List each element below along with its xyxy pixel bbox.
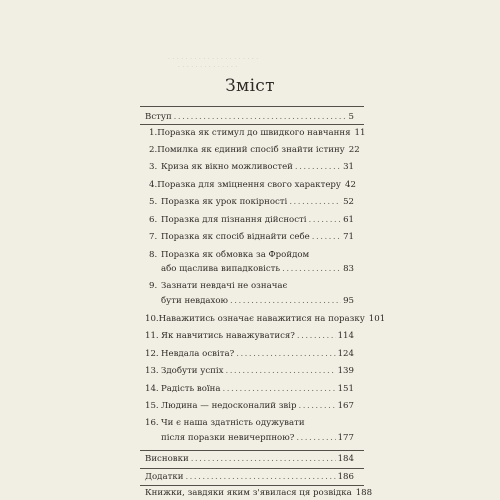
entry-title: Поразка для зміцнення свого характеру [157, 180, 341, 190]
toc-entry [145, 329, 354, 343]
entry-title: Вступ [145, 112, 172, 122]
entry-number: 15. [145, 401, 159, 411]
toc-entry [145, 364, 354, 378]
entry-title: Радість воїна [161, 384, 221, 394]
toc-entry [145, 399, 354, 413]
toc-entry [149, 213, 354, 227]
toc-entry [149, 178, 354, 192]
entry-page: 95 [343, 296, 354, 306]
entry-page: 151 [337, 384, 354, 394]
entry-page: 124 [337, 349, 354, 359]
entry-number: 3. [149, 162, 158, 172]
section-rule [140, 124, 364, 125]
entry-page: 186 [337, 472, 354, 482]
toc-entry [149, 160, 354, 174]
entry-page: 71 [343, 232, 354, 242]
entry-title: Зазнати невдачі не означає [161, 281, 288, 291]
toc-entry [149, 279, 354, 293]
entry-page: 52 [343, 197, 354, 207]
entry-number: 9. [149, 281, 158, 291]
toc-entry [145, 312, 386, 326]
toc-entry [149, 230, 354, 244]
entry-number: 4. [149, 180, 158, 190]
entry-title: Як навчитись наважуватися? [161, 331, 295, 341]
toc-entry-books [145, 486, 373, 500]
entry-number: 6. [149, 215, 158, 225]
entry-page: 31 [343, 162, 354, 172]
toc-entry [145, 382, 354, 396]
entry-number: 13. [145, 366, 159, 376]
entry-number: 16. [145, 418, 159, 428]
bleed-through-text: · · · · · · · · · · · · · · [178, 64, 238, 71]
toc-entry-intro [145, 110, 354, 124]
entry-number: 1. [149, 128, 158, 138]
entry-title: Чи є наша здатність одужувати [161, 418, 305, 428]
entry-title: Поразка як урок покірності [161, 197, 288, 207]
section-rule [140, 450, 364, 451]
toc-entry [149, 126, 366, 140]
entry-page: 184 [337, 454, 354, 464]
entry-title: Додатки [145, 472, 184, 482]
entry-number: 10. [145, 314, 159, 324]
bleed-through-text: · · · · · · · · · · · · · · · · · · · · · [168, 56, 259, 63]
top-rule [140, 106, 364, 107]
entry-title: Здобути успіх [161, 366, 224, 376]
entry-number: 8. [149, 250, 158, 260]
entry-title: Поразка як обмовка за Фройдом [161, 250, 310, 260]
entry-number: 12. [145, 349, 159, 359]
entry-title: Поразка для пізнання дійсності [161, 215, 307, 225]
toc-entry [149, 195, 354, 209]
entry-page: 114 [337, 331, 354, 341]
section-rule [140, 468, 364, 469]
entry-page: 101 [368, 314, 386, 324]
entry-title: Невдала освіта? [161, 349, 235, 359]
toc-entry-continued [161, 294, 354, 308]
toc-entry-continued [161, 431, 354, 445]
entry-page: 61 [343, 215, 354, 225]
entry-page: 11 [354, 128, 366, 138]
entry-title: Криза як вікно можливостей [161, 162, 293, 172]
entry-page: 22 [348, 145, 360, 155]
entry-title: Наважитись означає наважитися на поразку [158, 314, 365, 324]
entry-title: Поразка як спосіб віднайти себе [161, 232, 310, 242]
entry-number: 14. [145, 384, 159, 394]
entry-number: 2. [149, 145, 158, 155]
toc-entry-appendices [145, 470, 354, 484]
page-title: Зміст [225, 76, 275, 96]
entry-title: Висновки [145, 454, 189, 464]
toc-entry-conclusions [145, 452, 354, 466]
entry-title-line2: бути невдахою [161, 296, 229, 306]
entry-page: 167 [337, 401, 354, 411]
entry-number: 7. [149, 232, 158, 242]
entry-page: 5 [348, 112, 354, 122]
entry-title-line2: після поразки невичерпною? [161, 433, 295, 443]
toc-entry [145, 347, 354, 361]
toc-entry-continued [161, 262, 354, 276]
entry-page: 42 [344, 180, 356, 190]
toc-entry [145, 416, 354, 430]
entry-page: 139 [337, 366, 354, 376]
entry-title-line2: або щаслива випадковість [161, 264, 281, 274]
entry-title: Людина — недосконалий звір [161, 401, 297, 411]
entry-page: 188 [355, 488, 373, 498]
entry-page: 83 [343, 264, 354, 274]
entry-number: 5. [149, 197, 158, 207]
entry-title: Помилка як єдиний спосіб знайти істину [157, 145, 345, 155]
entry-number: 11. [145, 331, 159, 341]
entry-page: 177 [337, 433, 354, 443]
entry-title: Поразка як стимул до швидкого навчання [157, 128, 351, 138]
entry-title: Книжки, завдяки яким з'явилася ця розвідка [145, 488, 352, 498]
toc-entry [149, 143, 360, 157]
toc-entry [149, 248, 354, 262]
